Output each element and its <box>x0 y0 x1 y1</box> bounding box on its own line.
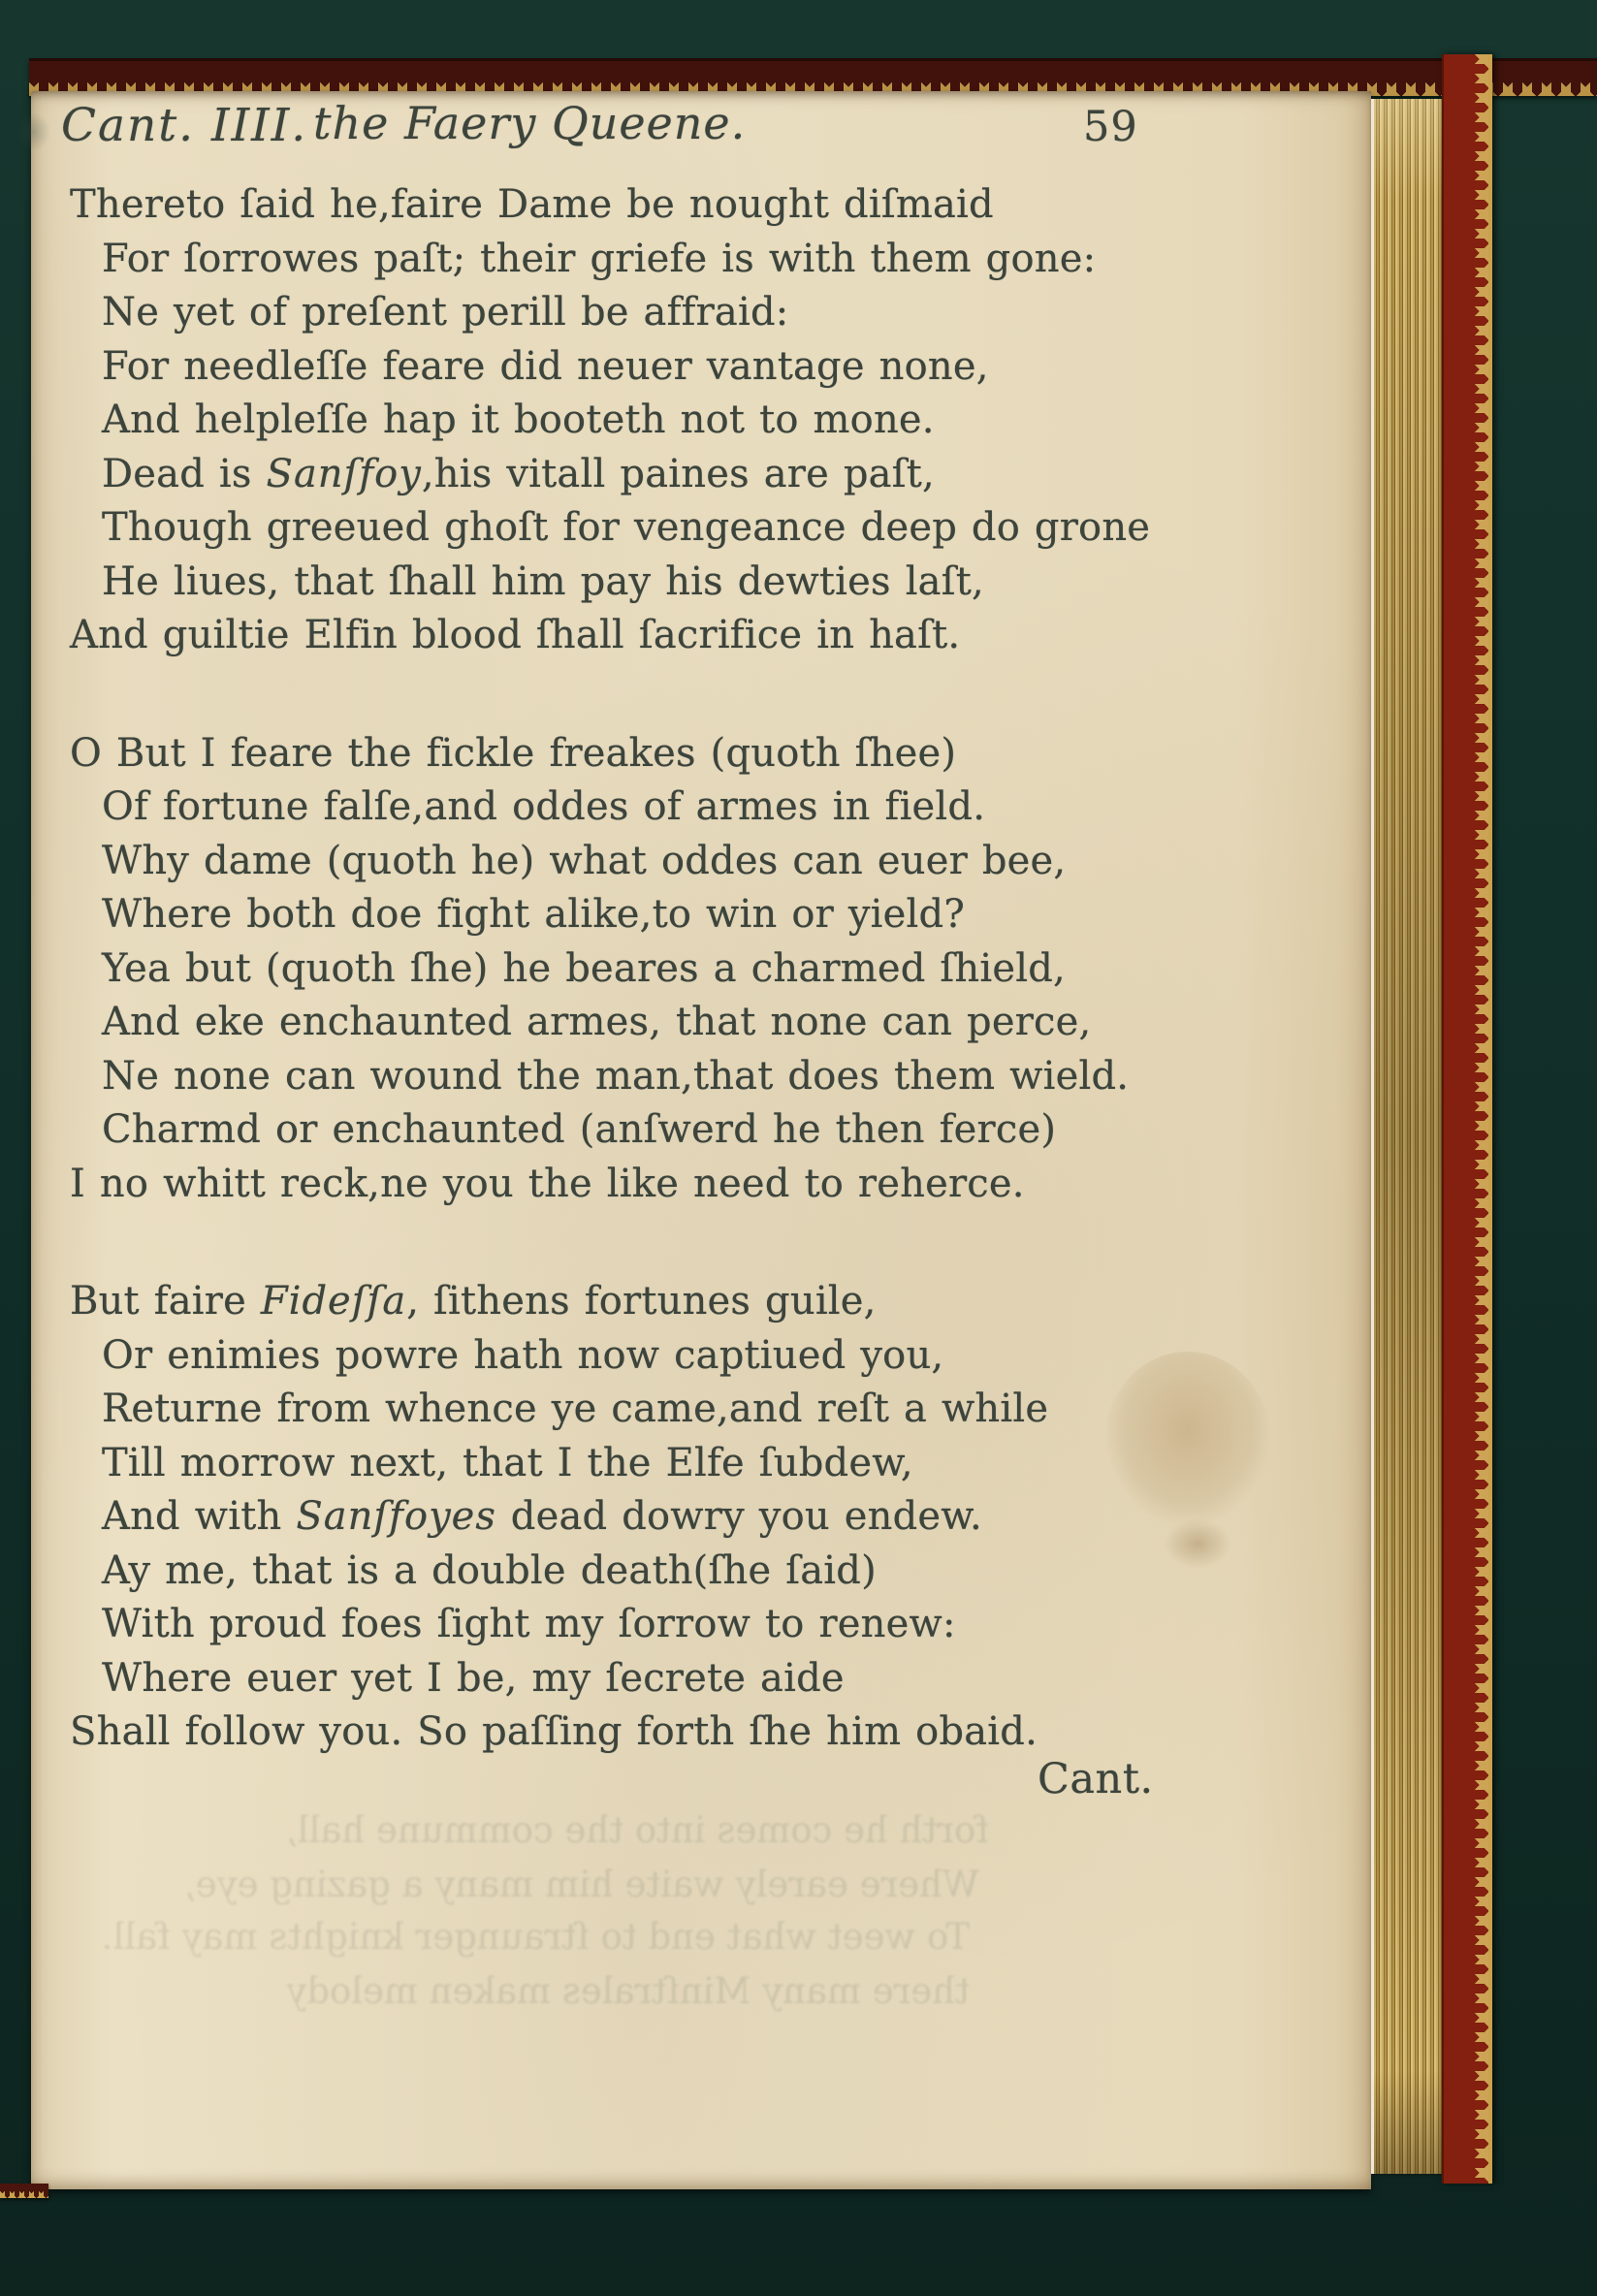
catchword: Cant. <box>1038 1755 1154 1803</box>
poem-line: Yea but (quoth ſhe) he beares a charmed ſhield, <box>102 945 1066 991</box>
poem-line: For needleſſe feare did neuer vantage none, <box>102 343 989 389</box>
book-page-paper <box>31 91 1371 2189</box>
poem-line: And helpleſſe hap it booteth not to mone. <box>102 398 935 442</box>
page-number: 59 <box>1083 103 1138 151</box>
foxing-stain <box>1105 1352 1270 1526</box>
poem-line: Of fortune falſe,and oddes of armes in field. <box>102 784 986 829</box>
poem-line: Ne yet of preſent perill be affraid: <box>102 290 789 335</box>
poem-line: And guiltie Elfin blood ſhall ſacrifice in haſt. <box>70 613 961 657</box>
poem-line: Charmd or enchaunted (anſwerd he then ferce) <box>102 1107 1057 1152</box>
poem-line: And eke enchaunted armes, that none can perce, <box>102 1000 1092 1044</box>
poem-line: Or enimies powre hath now captiued you, <box>102 1332 944 1378</box>
poem-line: With proud foes ſight my ſorrow to renew: <box>102 1602 956 1646</box>
poem-line: Returne from whence ye came,and reſt a while <box>102 1387 1049 1431</box>
cover-dentelle-border <box>1442 54 1492 2184</box>
canto-label: Cant. IIII. <box>61 99 308 152</box>
foxing-stain <box>1164 1518 1231 1569</box>
stanza <box>70 727 1214 1212</box>
poem-line: I no whitt reck,ne you the like need to reherce. <box>70 1161 1025 1206</box>
poem-line: Dead is Sanſfoy,his vitall paines are paſt, <box>102 451 935 496</box>
bleedthrough-text: To weet what end to ſtraunger knights may fall. <box>101 1916 970 1958</box>
poem-line: Where euer yet I be, my ſecrete aide <box>102 1655 845 1701</box>
running-title: the Faery Queene. <box>313 97 747 149</box>
poem-line: Ne none can wound the man,that does them wield. <box>102 1053 1130 1099</box>
poem-line: Though greeued ghoſt for vengeance deep do grone <box>102 505 1151 550</box>
poem-line: Where both doe fight alike,to win or yield? <box>102 892 965 937</box>
poem-line: He liues, that ſhall him pay his dewties laſt, <box>102 558 984 604</box>
stanza <box>70 1275 1214 1760</box>
poem-line: For ſorrowes paſt; their griefe is with them gone: <box>102 236 1097 281</box>
poem-line: Shall follow you. So paſſing forth ſhe him obaid. <box>70 1709 1038 1754</box>
bottom-left-binding-corner <box>0 2184 48 2198</box>
poem-line: Till morrow next, that I the Elfe ſubdew, <box>102 1440 913 1485</box>
poem <box>70 178 1214 1824</box>
bleedthrough-text: there many Minſtrales maken melody <box>286 1970 970 2012</box>
poem-line: And with Sanſfoyes dead dowry you endew. <box>102 1494 982 1539</box>
poem-line: Why dame (quoth he) what oddes can euer bee, <box>102 838 1067 883</box>
ink-smudge <box>17 112 50 151</box>
poem-line: O But I feare the fickle freakes (quoth ſhee) <box>70 730 957 776</box>
gilt-page-edges <box>1371 99 1445 2174</box>
poem-line: Ay me, that is a double death(ſhe ſaid) <box>102 1547 877 1593</box>
poem-line: Thereto ſaid he,faire Dame be nought diſmaid <box>70 182 994 227</box>
bleedthrough-text: Where earely waite him many a gazing eye, <box>184 1864 979 1905</box>
bleedthrough-text: forth he comes into the commune hall, <box>285 1809 989 1851</box>
poem-line: But faire Fideſſa, ſithens fortunes guile, <box>70 1279 877 1323</box>
stanza <box>70 178 1214 663</box>
